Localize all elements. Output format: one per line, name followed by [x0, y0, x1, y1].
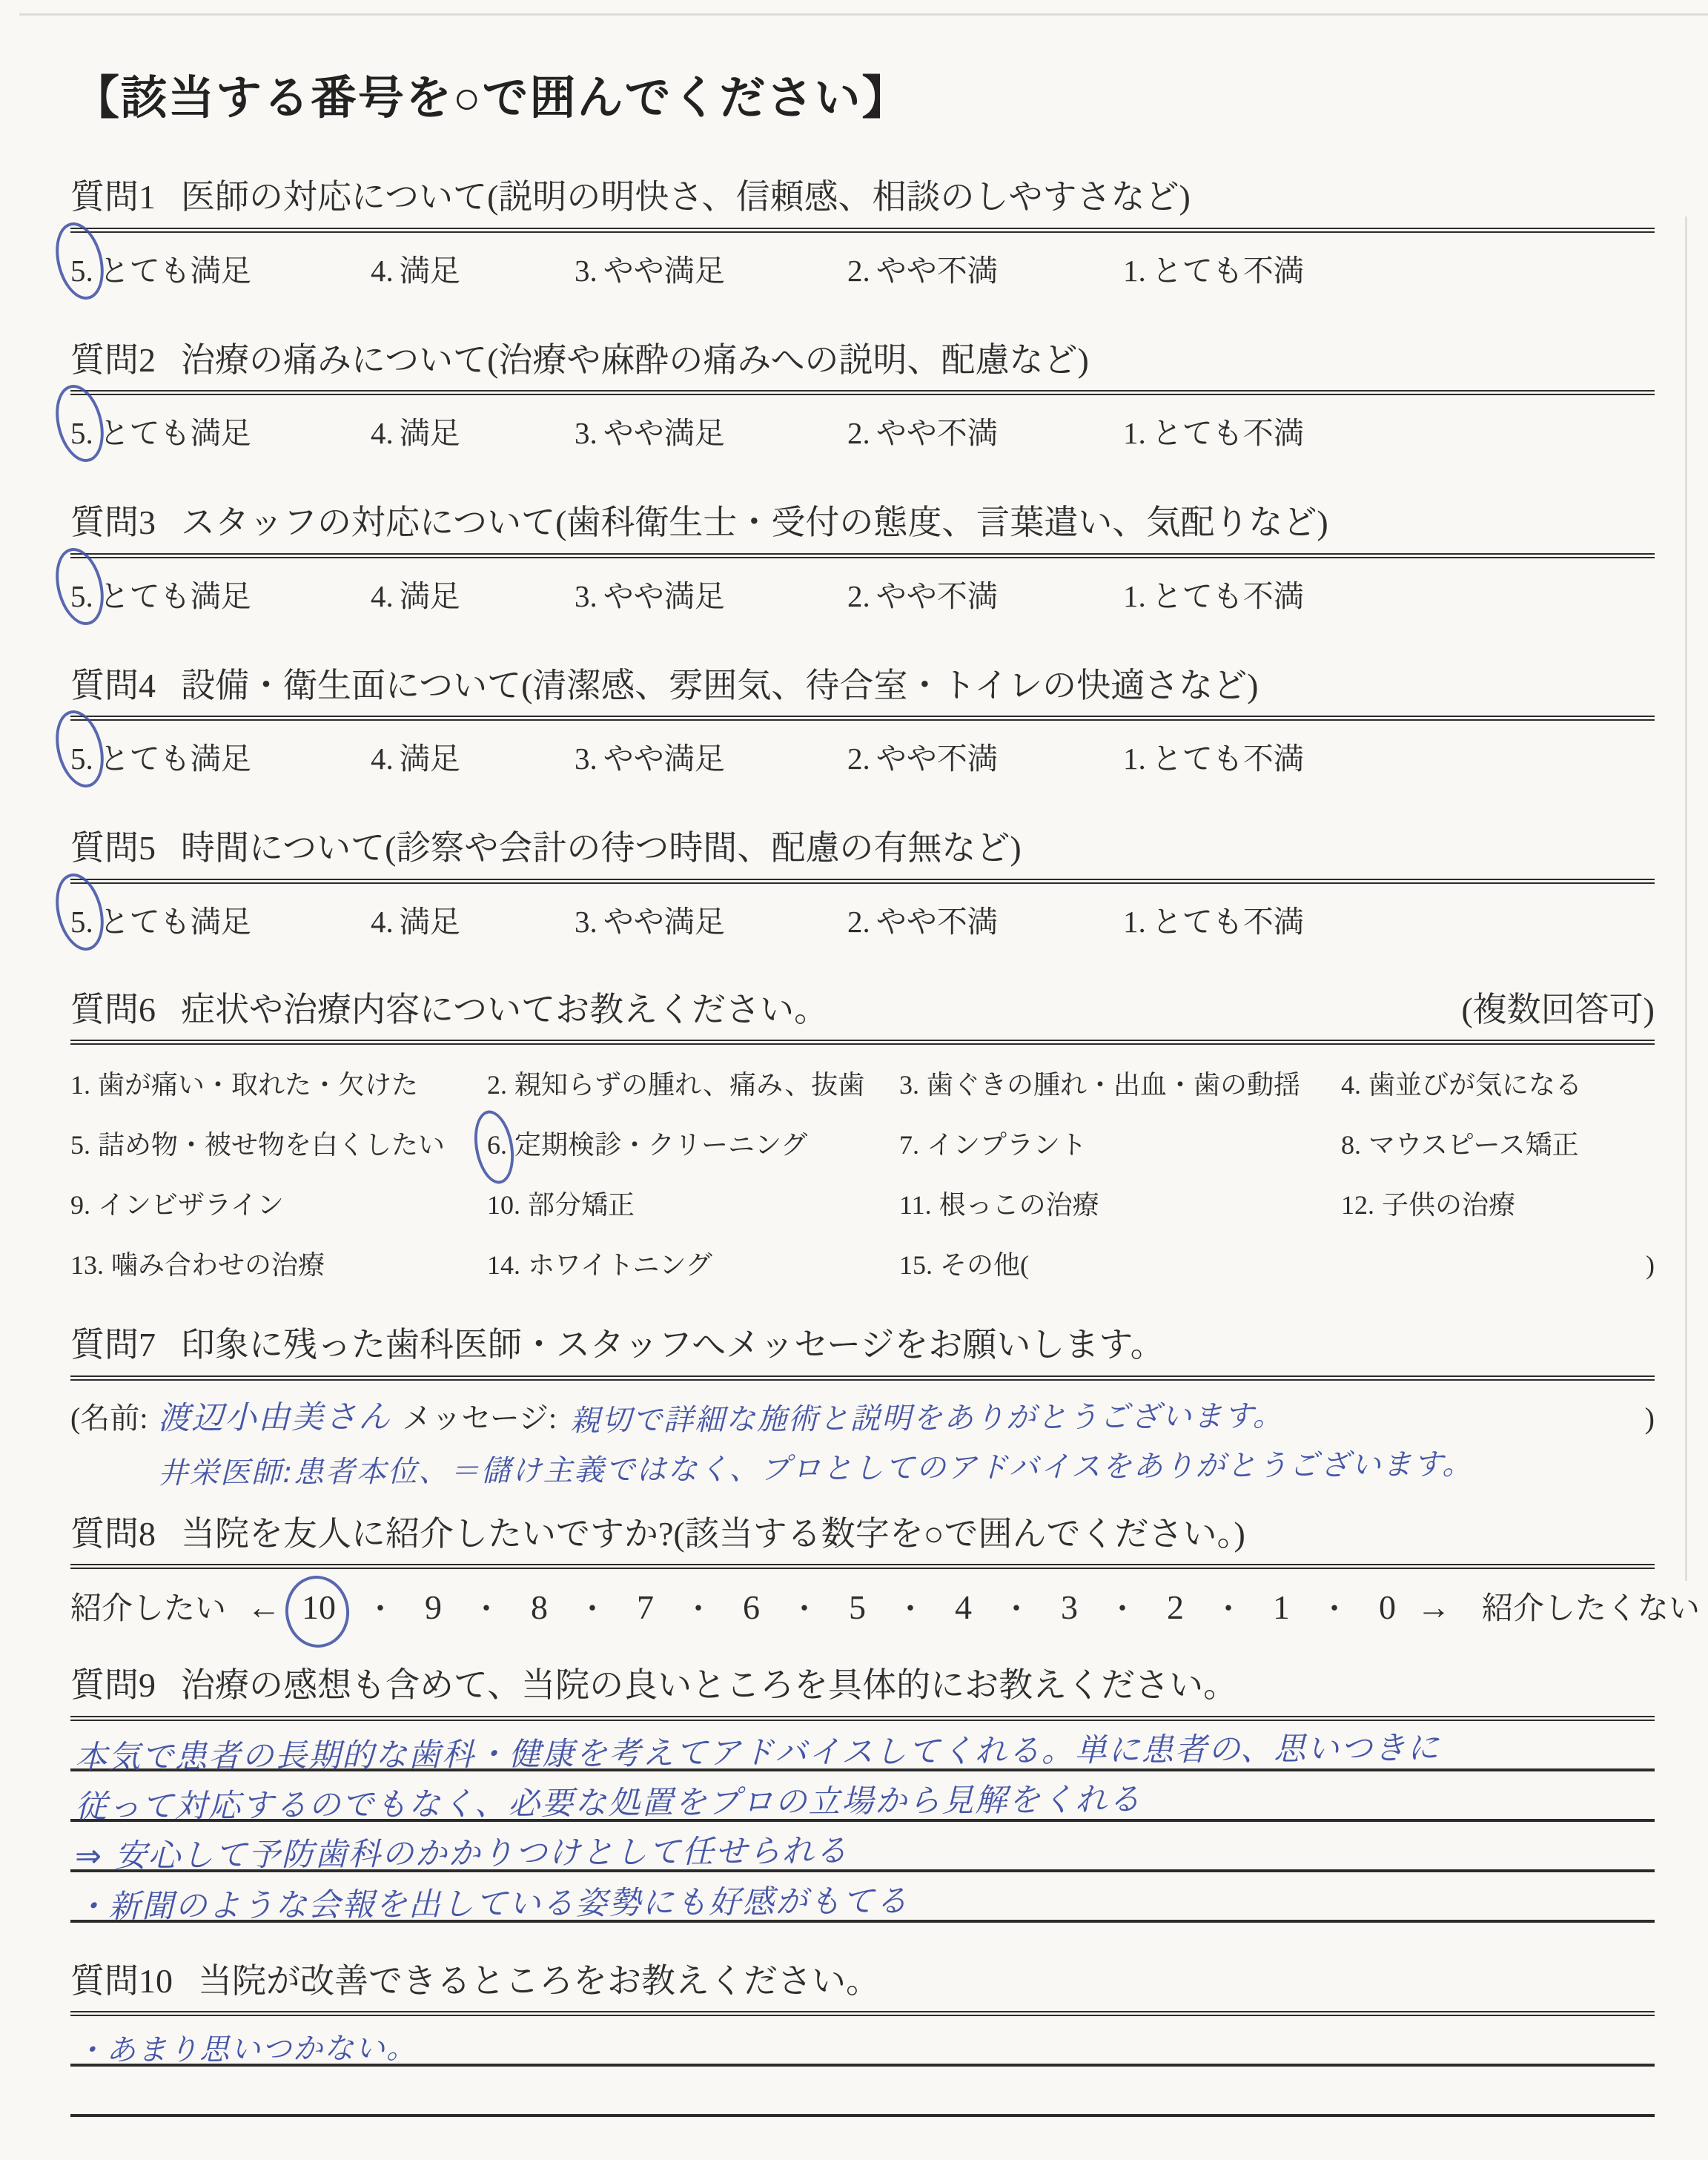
- q9-answer-line-1: 本気で患者の長期的な歯科・健康を考えてアドバイスしてくれる。単に患者の、思いつきに: [70, 1721, 1655, 1771]
- question-1-option-1: 1. とても不満: [1123, 253, 1304, 288]
- q8-scale-0: 0: [1379, 1588, 1397, 1626]
- q8-scale-4: 4: [955, 1588, 973, 1626]
- question-6-note: (複数回答可): [1461, 990, 1655, 1028]
- question-1-option-4: 4. 満足: [371, 253, 460, 288]
- question-2-option-3: 3. やや満足: [575, 416, 725, 450]
- question-3-divider: [70, 553, 1655, 558]
- question-1-option-5: [70, 246, 371, 290]
- q6-option-14: 14. ホワイトニング: [487, 1250, 712, 1280]
- question-2-number: 質問2: [70, 340, 156, 379]
- question-9-heading: [70, 1664, 1655, 1707]
- question-2-section: [70, 339, 1655, 453]
- q8-scale-1: 1: [1273, 1588, 1291, 1626]
- question-10-text: 当院が改善できるところをお教えください。: [198, 1961, 880, 2000]
- q6-option-13: 13. 噛み合わせの治療: [70, 1250, 325, 1280]
- question-3-option-4: 4. 満足: [371, 578, 460, 613]
- q8-recommend-scale: 紹介したい ← 10 ・ 9 ・ 8 ・ 7 ・ 6 ・ 5 ・ 4 ・ 3 ・ 2 ・ 1 ・ 0 → 紹介したくない: [70, 1584, 1655, 1628]
- question-7-section: [70, 1324, 1655, 1490]
- q8-separator: ・: [365, 1592, 396, 1625]
- q6-option-11: 11. 根っこの治療: [899, 1190, 1099, 1220]
- question-2-option-1: 1. とても不満: [1123, 416, 1304, 450]
- question-5-heading: [70, 827, 1655, 870]
- question-4-heading: [70, 664, 1655, 707]
- q9-answer-line-2: 従って対応するのでもなく、必要な処置をプロの立場から見解をくれる: [70, 1771, 1655, 1822]
- q7-handwritten-message: 親切で詳細な施術と説明をありがとうございます。: [570, 1398, 1285, 1438]
- q6-circled-answer: 6.: [487, 1130, 507, 1160]
- q6-option-10: 10. 部分矯正: [487, 1190, 635, 1220]
- question-8-section: [70, 1513, 1701, 1629]
- q7-close-paren: ): [1644, 1401, 1655, 1435]
- question-10-section: [70, 1960, 1655, 2160]
- question-3-option-3: 3. やや満足: [575, 578, 725, 613]
- question-4-number: 質問4: [70, 666, 156, 704]
- question-5-section: [70, 827, 1655, 941]
- question-3-option-2: 2. やや不満: [847, 578, 998, 613]
- question-1-heading: [70, 176, 1655, 219]
- question-4-option-1: 1. とても不満: [1123, 742, 1304, 776]
- q7-message-prefix: メッセージ:: [402, 1401, 557, 1435]
- question-8-divider: [70, 1564, 1655, 1569]
- q8-scale-5: 5: [849, 1588, 867, 1626]
- question-5-option-1: 1. とても不満: [1123, 904, 1304, 939]
- question-4-option-3: 3. やや満足: [575, 742, 725, 776]
- question-9-text: 治療の感想も含めて、当院の良いところを具体的にお教えください。: [181, 1666, 1238, 1704]
- q7-answer-line-1: [70, 1393, 1655, 1438]
- question-3-section: [70, 501, 1655, 615]
- question-1-divider: [70, 228, 1655, 233]
- q8-right-arrow: →: [1417, 1588, 1452, 1626]
- question-4-option-5: 5. とても満足: [70, 742, 251, 776]
- q8-scale-9: 9: [425, 1588, 443, 1626]
- question-10-heading: [70, 1960, 1655, 2003]
- question-4-divider: [70, 716, 1655, 721]
- question-6-options: [70, 1064, 1655, 1282]
- question-8-heading: [70, 1513, 1655, 1556]
- question-6-divider: [70, 1040, 1655, 1045]
- q6-option-4: 4. 歯並びが気になる: [1341, 1070, 1583, 1100]
- question-6-heading: [70, 988, 1655, 1031]
- q6-option-3: 3. 歯ぐきの腫れ・出血・歯の動揺: [899, 1070, 1301, 1100]
- question-1-section: [70, 176, 1655, 290]
- question-5-option-3: 3. やや満足: [575, 904, 725, 939]
- question-6-title: [70, 988, 828, 1031]
- question-3-number: 質問3: [70, 503, 156, 541]
- question-7-text: 印象に残った歯科医師・スタッフへメッセージをお願いします。: [181, 1326, 1165, 1364]
- q7-name-prefix: (名前:: [70, 1401, 148, 1435]
- q6-option-12: 12. 子供の治療: [1341, 1190, 1516, 1220]
- q10-answer-line-1: ・あまり思いつかない。: [70, 2016, 1655, 2067]
- question-5-option-4: 4. 満足: [371, 904, 460, 939]
- question-4-option-2: 2. やや不満: [847, 742, 998, 776]
- q6-option-9: 9. インビザライン: [70, 1190, 284, 1220]
- scan-artifact-right: [1685, 217, 1687, 1581]
- question-5-option-2: 2. やや不満: [847, 904, 998, 939]
- question-1-circled-answer: [70, 253, 93, 288]
- q6-other-close-paren: ): [1646, 1250, 1655, 1280]
- question-3-text: スタッフの対応について(歯科衛生士・受付の態度、言葉遣い、気配りなど): [181, 503, 1328, 541]
- question-9-section: [70, 1664, 1655, 1926]
- question-4-section: [70, 664, 1655, 779]
- q6-option-8: 8. マウスピース矯正: [1341, 1130, 1579, 1160]
- q10-answer-line-3: [70, 2117, 1655, 2160]
- question-5-divider: [70, 879, 1655, 884]
- q6-option-2: 2. 親知らずの腫れ、痛み、抜歯: [487, 1070, 865, 1100]
- question-3-option-1: 1. とても不満: [1123, 578, 1304, 613]
- question-7-heading: [70, 1324, 1655, 1367]
- option-number: 5.: [70, 253, 93, 288]
- question-10-divider: [70, 2011, 1655, 2016]
- question-5-options: [70, 897, 1655, 941]
- question-2-divider: [70, 390, 1655, 395]
- question-7-divider: [70, 1375, 1655, 1381]
- question-7-number: 質問7: [70, 1326, 156, 1364]
- q8-right-label: 紹介したくない: [1482, 1592, 1701, 1626]
- question-6-section: [70, 988, 1655, 1283]
- question-2-circled-answer: 5.: [70, 416, 93, 450]
- question-8-text: 当院を友人に紹介したいですか?(該当する数字を○で囲んでください。): [181, 1514, 1245, 1553]
- form-title: 【該当する番号を○で囲んでください】: [73, 73, 910, 124]
- question-2-heading: [70, 339, 1655, 382]
- q8-scale-7: 7: [637, 1588, 655, 1626]
- q8-left-arrow: ←: [247, 1588, 282, 1626]
- question-8-number: 質問8: [70, 1514, 156, 1553]
- question-5-text: 時間について(診察や会計の待つ時間、配慮の有無など): [181, 829, 1022, 867]
- question-4-text: 設備・衛生面について(清潔感、雰囲気、待合室・トイレの快適さなど): [181, 666, 1259, 704]
- question-1-number: 質問1: [70, 178, 156, 216]
- q6-option-15: 15. その他(: [899, 1250, 1029, 1280]
- question-6-text: 症状や治療内容についてお教えください。: [181, 990, 829, 1028]
- q6-option-7: 7. インプラント: [899, 1130, 1088, 1160]
- question-3-option-5: 5. とても満足: [70, 578, 251, 613]
- q6-option-6-selected: 6. 定期検診・クリーニング: [487, 1130, 808, 1160]
- question-4-option-4: 4. 満足: [371, 742, 460, 776]
- q7-handwritten-name: 渡辺小由美さん: [158, 1398, 392, 1437]
- q8-left-label: 紹介したい: [70, 1592, 227, 1626]
- question-4-options: [70, 734, 1655, 778]
- question-9-number: 質問9: [70, 1666, 156, 1704]
- question-3-heading: [70, 501, 1655, 544]
- question-2-option-5: 5. とても満足: [70, 416, 251, 450]
- option-label: とても満足: [99, 253, 251, 288]
- question-6-number: 質問6: [70, 990, 156, 1028]
- q6-option-5: 5. 詰め物・被せ物を白くしたい: [70, 1130, 446, 1160]
- question-1-options: [70, 246, 1655, 290]
- q8-scale-6: 6: [743, 1588, 761, 1626]
- question-1-text: 医師の対応について(説明の明快さ、信頼感、相談のしやすさなど): [181, 178, 1191, 216]
- q9-answer-line-3: ⇒ 安心して予防歯科のかかりつけとして任せられる: [70, 1822, 1655, 1872]
- question-3-options: [70, 572, 1655, 615]
- question-1-option-3: 3. やや満足: [575, 253, 725, 288]
- question-5-option-5: 5. とても満足: [70, 904, 251, 939]
- q8-scale-2: 2: [1167, 1588, 1185, 1626]
- question-5-number: 質問5: [70, 829, 156, 867]
- question-10-number: 質問10: [70, 1961, 173, 2000]
- question-5-circled-answer: 5.: [70, 904, 93, 939]
- q10-answer-line-2: [70, 2067, 1655, 2117]
- question-2-text: 治療の痛みについて(治療や麻酔の痛みへの説明、配慮など): [181, 340, 1089, 379]
- q8-circled-answer-10: 10: [302, 1588, 337, 1626]
- q9-answer-line-4: ・新聞のような会報を出している姿勢にも好感がもてる: [70, 1872, 1655, 1923]
- question-4-circled-answer: 5.: [70, 742, 93, 776]
- q8-scale-3: 3: [1061, 1588, 1079, 1626]
- q7-handwritten-message-line-2: 井栄医師:患者本位、＝儲け主義ではなく、プロとしてのアドバイスをありがとうございます。: [157, 1447, 1474, 1490]
- question-2-option-4: 4. 満足: [371, 416, 460, 450]
- question-3-circled-answer: 5.: [70, 578, 93, 613]
- question-2-option-2: 2. やや不満: [847, 416, 998, 450]
- question-1-option-2: 2. やや不満: [847, 253, 998, 288]
- question-9-divider: [70, 1716, 1655, 1721]
- q6-option-1: 1. 歯が痛い・取れた・欠けた: [70, 1070, 419, 1100]
- q8-scale-8: 8: [531, 1588, 549, 1626]
- question-2-options: [70, 409, 1655, 452]
- form-content: [70, 0, 1701, 2160]
